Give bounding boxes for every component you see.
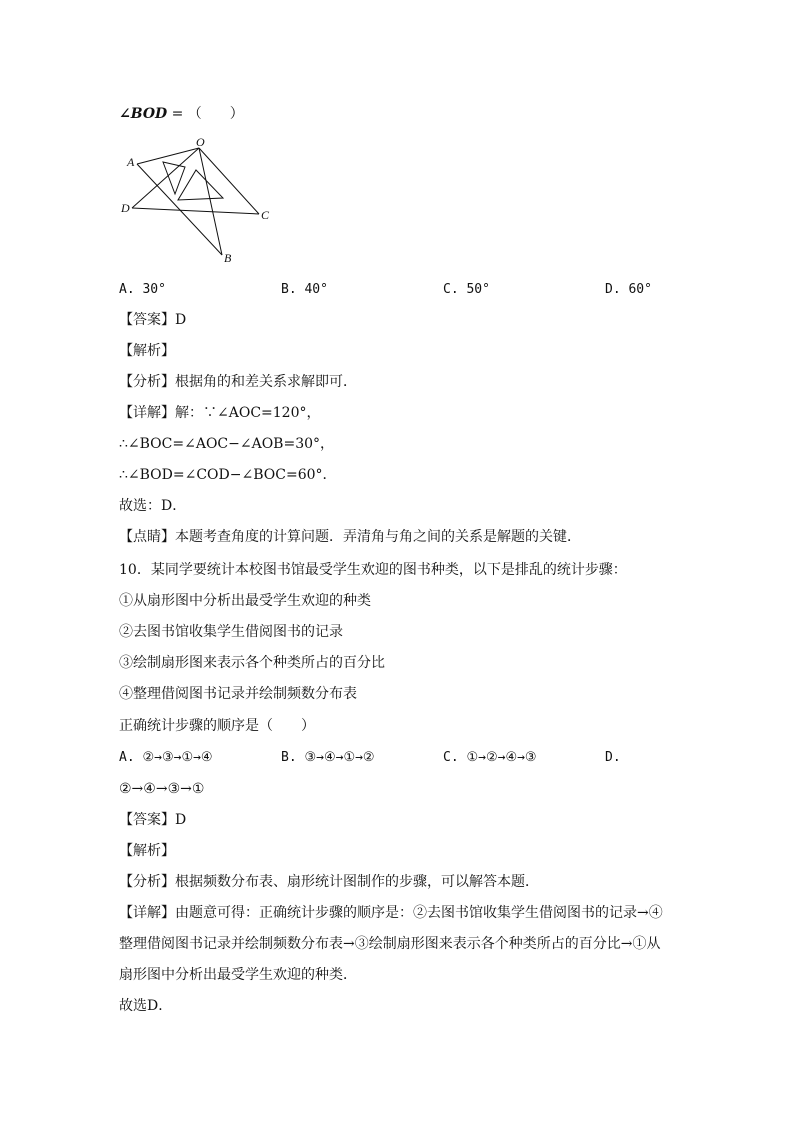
q9-option-a: A. 30°: [119, 282, 166, 297]
q9-analysis-header: 【解析】: [119, 343, 175, 359]
segment-AB: [137, 164, 222, 255]
q10-option-d: D.: [605, 750, 621, 765]
label-D: D: [121, 201, 130, 215]
q9-stem-tail: [119, 104, 244, 124]
q9-option-b: B. 40°: [281, 282, 328, 297]
angle-bod-label: ∠BOD: [119, 106, 168, 122]
angle-figure: [118, 132, 278, 267]
q10-analysis-header: 【解析】: [119, 843, 175, 859]
label-B: B: [224, 251, 232, 265]
q9-xiangjie-1: 【详解】解：∵∠AOC=120°，: [119, 405, 321, 421]
q10-option-c: C. ①→②→④→③: [443, 750, 537, 765]
q10-step-1: ①从扇形图中分析出最受学生欢迎的种类: [119, 593, 371, 609]
q10-xiangjie-2: 整理借阅图书记录并绘制频数分布表→③绘制扇形图来表示各个种类所占的百分比→①从: [119, 936, 661, 952]
stem-blank: = （ ）: [167, 106, 244, 122]
q10-option-a: A. ②→③→①→④: [119, 750, 213, 765]
q10-option-d-value: ②→④→③→①: [119, 781, 205, 797]
q10-stem: 10．某同学要统计本校图书馆最受学生欢迎的图书种类，以下是排乱的统计步骤：: [119, 562, 627, 578]
q10-answer: 【答案】D: [119, 812, 187, 828]
q10-guxuan: 故选D．: [119, 998, 173, 1014]
q9-dianjing: 【点睛】本题考查角度的计算问题．弄清角与角之间的关系是解题的关键．: [119, 529, 581, 545]
q10-question: 正确统计步骤的顺序是（ ）: [119, 718, 315, 734]
set-square-2: [178, 170, 223, 200]
ray-OB: [199, 148, 222, 255]
q10-step-4: ④整理借阅图书记录并绘制频数分布表: [119, 686, 357, 702]
q9-answer: 【答案】D: [119, 312, 187, 328]
q10-fenxi: 【分析】根据频数分布表、扇形统计图制作的步骤，可以解答本题．: [119, 874, 539, 890]
q9-xiangjie-3: ∴∠BOD=∠COD−∠BOC=60°．: [119, 467, 337, 483]
label-A: A: [127, 155, 135, 169]
q10-step-2: ②去图书馆收集学生借阅图书的记录: [119, 624, 343, 640]
q9-xiangjie-2: ∴∠BOC=∠AOC−∠AOB=30°，: [119, 436, 335, 452]
q10-xiangjie-1: 【详解】由题意可得：正确统计步骤的顺序是：②去图书馆收集学生借阅图书的记录→④: [119, 905, 663, 921]
q9-fenxi: 【分析】根据角的和差关系求解即可．: [119, 374, 357, 390]
q10-option-b: B. ③→④→①→②: [281, 750, 375, 765]
q10-xiangjie-3: 扇形图中分析出最受学生欢迎的种类．: [119, 967, 357, 983]
q9-option-d: D. 60°: [605, 282, 652, 297]
q9-guxuan: 故选：D．: [119, 498, 187, 514]
ray-OC: [199, 148, 259, 214]
q9-option-c: C. 50°: [443, 282, 490, 297]
label-O: O: [196, 135, 205, 149]
set-square-1: [163, 162, 185, 194]
q10-step-3: ③绘制扇形图来表示各个种类所占的百分比: [119, 655, 385, 671]
segment-DC: [132, 208, 259, 214]
label-C: C: [261, 208, 270, 222]
